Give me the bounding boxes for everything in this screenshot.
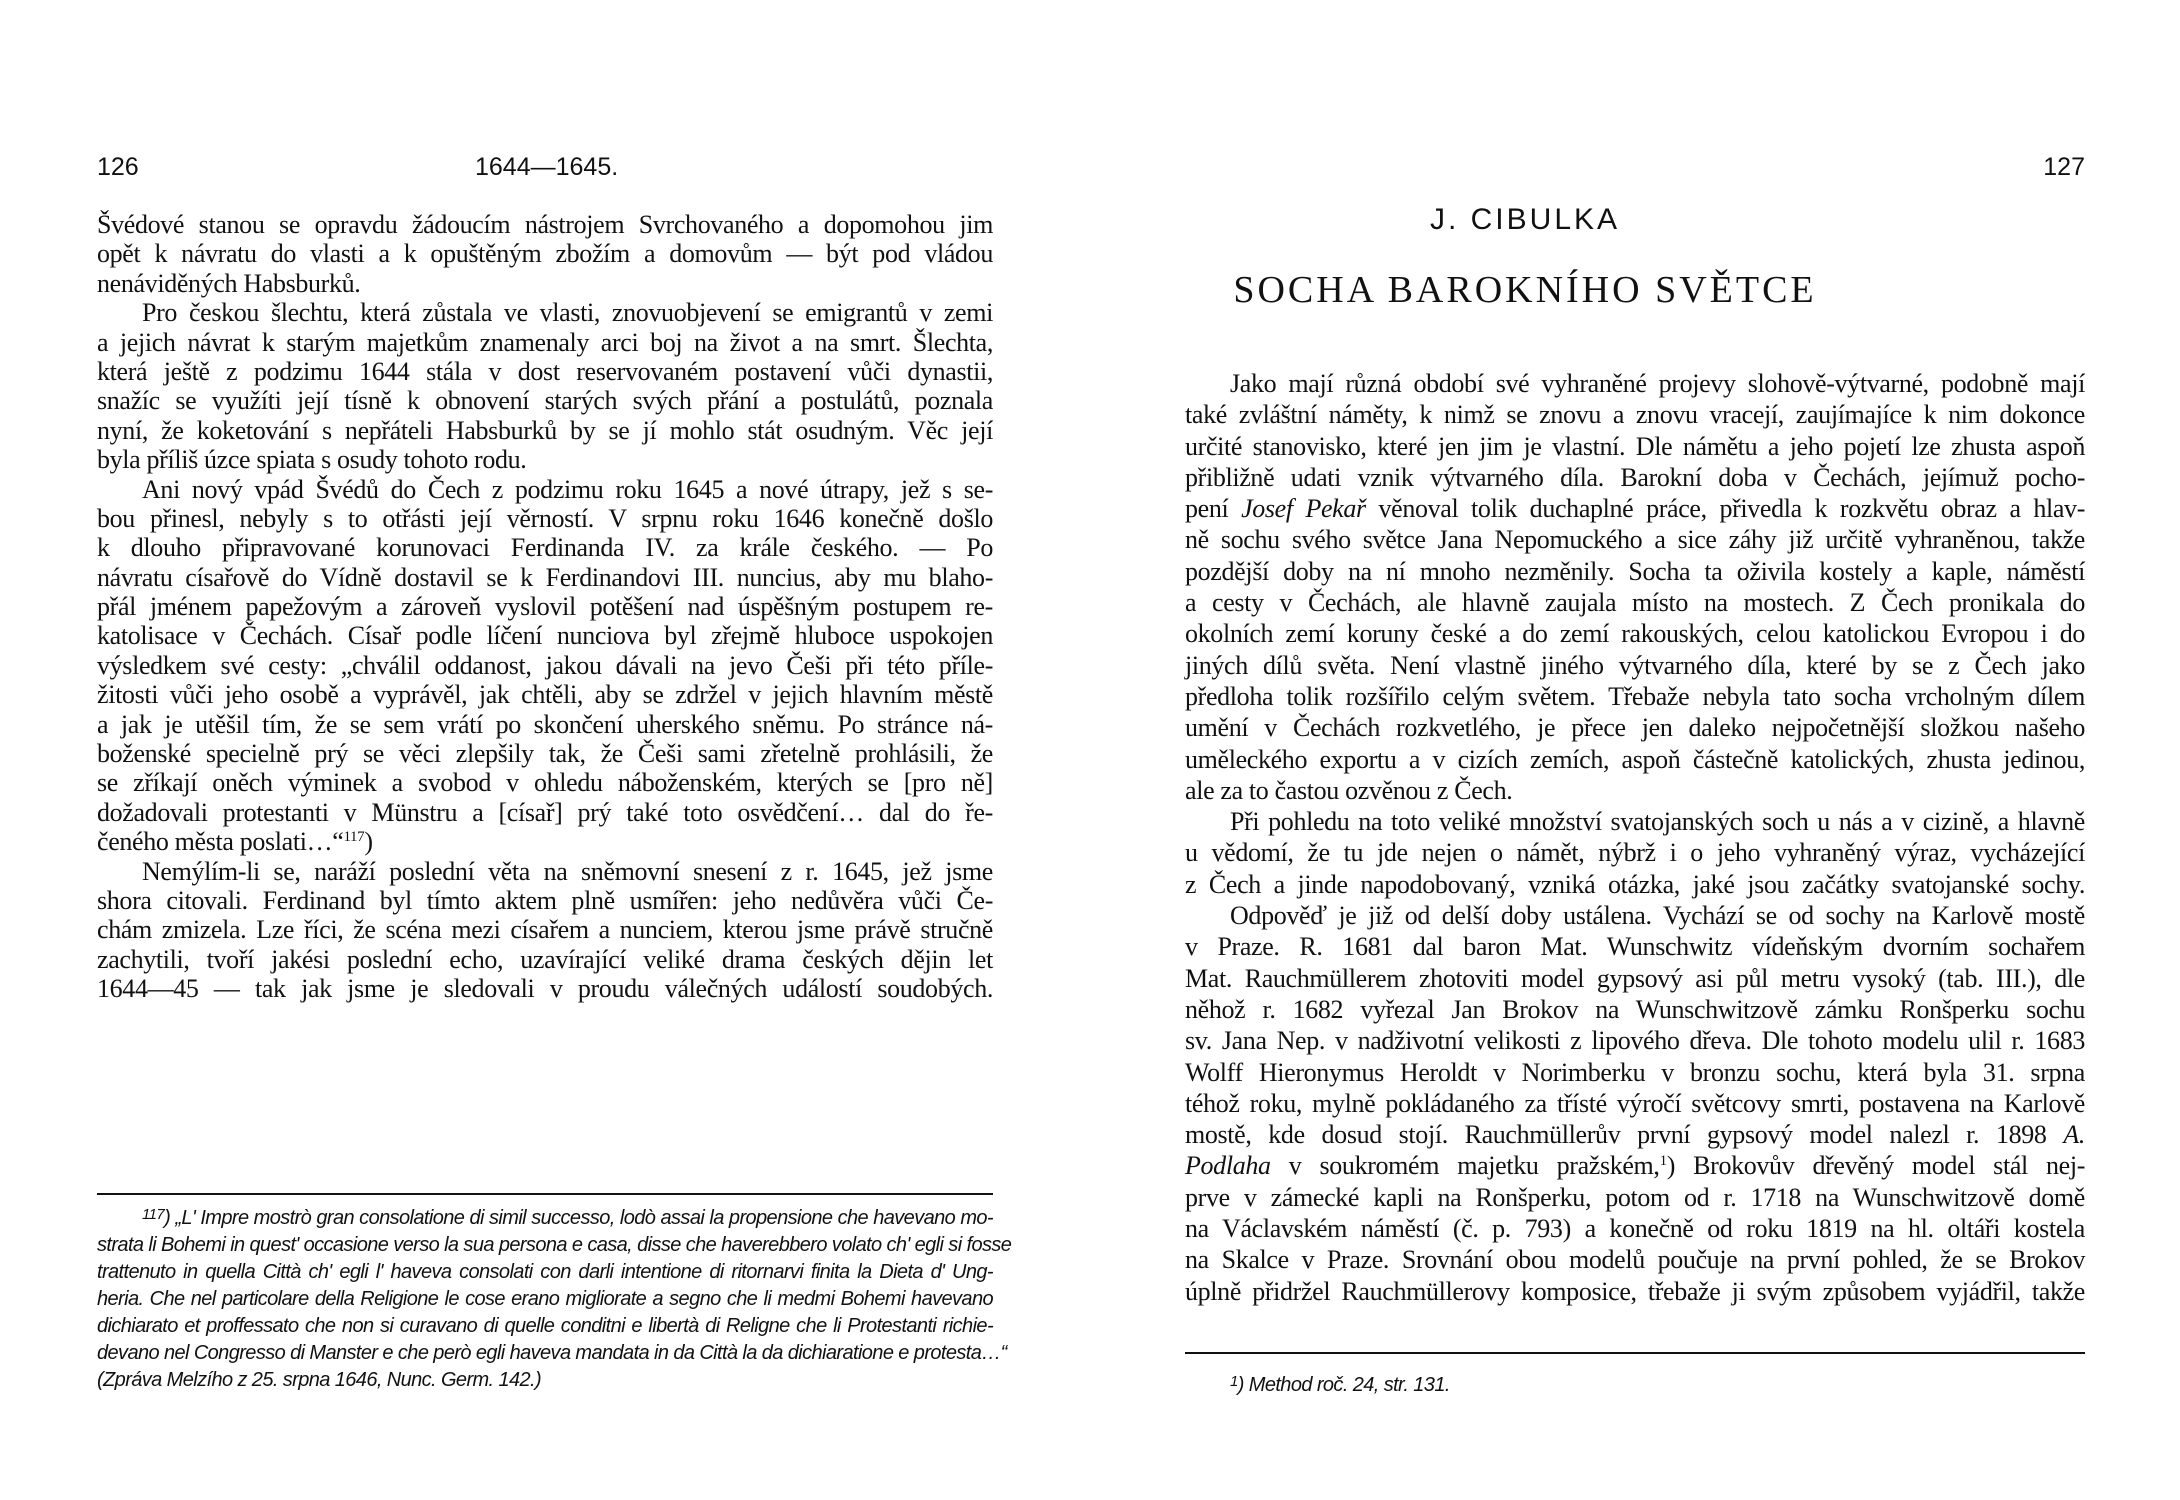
line-text: jiných dílů světa. Není vlastně jiného výtvarného díla, které by se z Čech jako: [1185, 650, 2085, 680]
line-text: dichiarato et proffessato che non si curavano di quelle conditni e libertà di Religne che li Protestanti richie-: [97, 1315, 993, 1337]
line-text: bou přinesl, nebyly s to otřásti její věrností. V srpnu roku 1646 konečně došlo: [97, 503, 993, 533]
text-line: [97, 1205, 993, 1232]
text-line: [97, 475, 993, 504]
text-line: [97, 1286, 993, 1313]
italic-name: Josef Pekař: [1241, 494, 1366, 524]
line-text: v Praze. R. 1681 dal baron Mat. Wunschwitz vídeňským dvorním sochařem: [1185, 932, 2085, 962]
text-line: [97, 504, 993, 533]
text-line: [1185, 1182, 2085, 1213]
line-text: výsledkem své cesty: „chválil oddanost, jakou dávali na jevo Češi při této příle-: [97, 650, 993, 680]
text-line: [1185, 1276, 2085, 1307]
line-text: se zříkají oněch výminek a svobod v ohledu náboženském, kterých se [pro ně]: [97, 768, 993, 798]
text-line: [1185, 1150, 2085, 1181]
footnote-ref[interactable]: 117: [343, 829, 365, 846]
text-line: [97, 533, 993, 562]
line-text: Švédové stanou se opravdu žádoucím nástrojem Svrchovaného a dopomohou jim: [97, 210, 993, 239]
line-text: umění v Čechách rozkvetlého, je přece jen daleko nejpočetnější složkou našeho: [1185, 713, 2085, 743]
text-line: [97, 651, 993, 680]
text-line: [97, 269, 993, 298]
line-text: devano nel Congresso di Manster e che però egli haveva mandata in da Città la da dichiaratione e protesta…“: [97, 1342, 1007, 1364]
page-number-right: 127: [2043, 153, 2085, 181]
text-line: [1185, 1213, 2085, 1244]
text-line: [1185, 493, 2085, 524]
left-body-text: [97, 210, 993, 1004]
line-text: Wolff Hieronymus Heroldt v Norimberku v bronzu sochu, která byla 31. srpna: [1185, 1057, 2085, 1087]
footnote-text: ) Method roč. 24, str. 131.: [1237, 1374, 1450, 1396]
article-title: SOCHA BAROKNÍHO SVĚTCE: [1233, 269, 1817, 311]
line-text: sv. Jana Nep. v nadživotní velikosti z lipového dřeva. Dle tohoto modelu ulil r. 1683: [1185, 1026, 2085, 1056]
text-line: [97, 1259, 993, 1286]
line-text: a jak je utěšil tím, že se sem vrátí po skončení uherského sněmu. Po stránce ná-: [97, 709, 993, 739]
text-line: [97, 827, 993, 856]
line-text: určité stanovisko, které jen jim je vlastní. Dle námětu a jeho pojetí lze zhusta aspoň: [1185, 431, 2085, 461]
text-line: [97, 768, 993, 797]
line-text: z Čech a jinde napodobovaný, vzniká otázka, jaké jsou začátky svatojanské sochy.: [1185, 869, 2085, 899]
line-text: Při pohledu na toto veliké množství svatojanských soch u nás a v cizině, a hlavně: [1230, 807, 2085, 837]
text-line: [97, 239, 993, 268]
line-text: téhož roku, mylně pokládaného za třísté výročí světcovy smrti, postavena na Karlově: [1185, 1088, 2085, 1118]
text-line: [1185, 462, 2085, 493]
right-footnote: [1185, 1372, 2085, 1399]
running-head: 1644—1645.: [475, 153, 619, 181]
line-text: (Zpráva Melzího z 25. srpna 1646, Nunc. Germ. 142.): [97, 1369, 542, 1391]
text-line: [97, 621, 993, 650]
line-text: čeného města poslati…“: [97, 827, 344, 857]
line-text: a jejich návrat k starým majetkům znamenaly arci boj na život a na smrt. Šlechta,: [97, 327, 993, 357]
text-line: [1185, 1119, 2085, 1150]
line-text: pení: [1185, 494, 1242, 524]
line-text: věnoval tolik duchaplné práce, přivedla k rozkvětu obraz a hlav-: [1365, 494, 2086, 524]
text-line: [1185, 556, 2085, 587]
footnote-marker: 117: [142, 1206, 165, 1223]
text-line: [97, 445, 993, 474]
line-text: opět k návratu do vlasti a k opuštěným zbožím a domovům — být pod vládou: [97, 239, 993, 269]
text-line: [1185, 618, 2085, 649]
article-author: J. CIBULKA: [1429, 203, 1621, 236]
text-line: [97, 386, 993, 415]
footnote-marker: 1: [1230, 1373, 1238, 1390]
footnote-line: [1185, 1372, 2085, 1399]
text-line: [97, 945, 993, 974]
line-text: nyní, že koketování s nepřáteli Habsburků by se jí mohlo stát osudným. Věc její: [97, 415, 993, 445]
right-body-text: [1185, 368, 2085, 1307]
text-line: [97, 298, 993, 327]
text-line: [1185, 994, 2085, 1025]
line-text: trattenuto in quella Città ch' egli l' haveva consolati con darli intentione di ritornarvi finita la Dieta d' Ung-: [97, 1261, 993, 1283]
left-footnote: [97, 1205, 1012, 1394]
text-line: [97, 1340, 1007, 1367]
line-text: Ani nový vpád Švédů do Čech z podzimu roku 1645 a nové útrapy, jež s se-: [142, 474, 993, 504]
text-line: [97, 915, 993, 944]
text-line: [1185, 931, 2085, 962]
line-text: v soukromém majetku pražském,: [1270, 1151, 1660, 1181]
text-line: [1185, 681, 2085, 712]
line-text: chám zmizela. Lze říci, že scéna mezi císařem a nunciem, kterou jsme právě stručně: [97, 915, 993, 945]
line-text: Odpověď je již od delší doby ustálena. Vychází se od sochy na Karlově mostě: [1230, 901, 2085, 931]
text-line: [1185, 431, 2085, 462]
line-text: uměleckého exportu a v cizích zemích, aspoň částečně katolických, zhusta jedinou,: [1185, 744, 2085, 774]
line-text: katolisace v Čechách. Císař podle líčení nunciova byl zřejmě hluboce uspokojen: [97, 621, 993, 651]
text-line: [1185, 837, 2085, 868]
line-text: ): [364, 827, 373, 857]
line-text: ně sochu svého světce Jana Nepomuckého a sice záhy již určitě vyhraněnou, takže: [1185, 525, 2085, 555]
line-text: dožadovali protestanti v Münstru a [císař] prý také toto osvědčení… dal do ře-: [97, 797, 993, 827]
text-line: [97, 798, 993, 827]
line-text: Mat. Rauchmüllerem zhotoviti model gypsový asi půl metru vysoký (tab. III.), dle: [1185, 963, 2085, 993]
text-line: [1185, 368, 2085, 399]
text-line: [1185, 806, 2085, 837]
line-text: mostě, kde dosud stojí. Rauchmüllerův první gypsový model nalezl r. 1898: [1185, 1120, 2064, 1150]
line-text: Pro českou šlechtu, která zůstala ve vlasti, znovuobjevení se emigrantů v zemi: [142, 298, 993, 328]
line-text: byla příliš úzce spiata s osudy tohoto rodu.: [97, 445, 527, 475]
line-text: ) Brokovův dřevěný model stál nej-: [1666, 1151, 2086, 1181]
line-text: přibližně udati vznik výtvarného díla. Barokní doba v Čechách, jejímuž pocho-: [1185, 462, 2085, 492]
text-line: [1185, 524, 2085, 555]
text-line: [1185, 1057, 2085, 1088]
line-text: něhož r. 1682 vyřezal Jan Brokov na Wunschwitzově zámku Ronšperku sochu: [1185, 994, 2085, 1024]
text-line: [97, 357, 993, 386]
footnote-rule-left: [97, 1193, 993, 1195]
line-text: na Václavském náměstí (č. p. 793) a konečně od roku 1819 na hl. oltáři kostela: [1185, 1214, 2085, 1244]
line-text: okolních zemí koruny české a do zemí rakouských, celou katolickou Evropou i do: [1185, 619, 2085, 649]
line-text: nenáviděných Habsburků.: [97, 268, 361, 298]
line-text: ) „L' Impre mostrò gran consolatione di simil successo, lodò assai la propensione che havevano mo-: [164, 1207, 993, 1229]
text-line: [1185, 963, 2085, 994]
text-line: [1185, 399, 2085, 430]
text-line: [97, 416, 993, 445]
text-line: [1185, 900, 2085, 931]
text-line: [97, 563, 993, 592]
text-line: [97, 1367, 993, 1394]
text-line: [97, 1232, 1012, 1259]
line-text: boženské specielně prý se věci zlepšily tak, že Češi sami zřetelně prohlásili, že: [97, 739, 993, 769]
text-line: [1185, 650, 2085, 681]
text-line: [97, 1313, 993, 1340]
text-line: [1185, 587, 2085, 618]
text-line: [97, 739, 993, 768]
line-text: shora citovali. Ferdinand byl tímto aktem plně usmířen: jeho nedůvěra vůči Če-: [97, 885, 993, 915]
text-line: [1185, 775, 2085, 806]
italic-name: Podlaha: [1185, 1151, 1271, 1181]
footnote-rule-right: [1185, 1352, 2085, 1354]
line-text: heria. Che nel particolare della Religione le cose erano migliorate a segno che li medmi Bohemi havevano: [97, 1288, 993, 1310]
text-line: [1185, 869, 2085, 900]
line-text: a cesty v Čechách, ale hlavně zaujala místo na mostech. Z Čech pronikala do: [1185, 588, 2085, 618]
line-text: snažíc se využíti její tísně k obnovení starých svých přání a postulátů, poznala: [97, 386, 993, 416]
line-text: prve v zámecké kapli na Ronšperku, potom od r. 1718 na Wunschwitzově domě: [1185, 1182, 2085, 1212]
text-line: [1185, 1088, 2085, 1119]
text-line: [97, 886, 993, 915]
line-text: která ještě z podzimu 1644 stála v dost reservovaném postavení vůči dynastii,: [97, 356, 993, 386]
line-text: úplně přidržel Rauchmüllerovy komposice, třebaže ji svým způsobem vyjádřil, takže: [1185, 1276, 2085, 1306]
text-line: [97, 680, 993, 709]
text-line: [1185, 1025, 2085, 1056]
line-text: také zvláštní náměty, k nimž se znovu a znovu vracejí, zaujímajíce k nim dokonce: [1185, 400, 2085, 430]
line-text: ale za to častou ozvěnou z Čech.: [1185, 775, 1513, 805]
italic-name: A.: [2063, 1120, 2085, 1150]
text-line: [1185, 744, 2085, 775]
line-text: žitosti vůči jeho osobě a vyprávěl, jak chtěli, aby se zdržel v jejich hlavním městě: [97, 680, 993, 710]
text-line: [1185, 1244, 2085, 1275]
line-text: strata li Bohemi in quest' occasione verso la sua persona e casa, disse che haverebbero volato ch' egli si fosse: [97, 1234, 1012, 1256]
line-text: návratu císařově do Vídně dostavil se k Ferdinandovi III. nuncius, aby mu blaho-: [97, 562, 993, 592]
line-text: 1644—45 — tak jak jsme je sledovali v proudu válečných událostí soudobých.: [97, 974, 993, 1004]
line-text: přál jménem papežovým a zároveň vyslovil potěšení nad úspěšným postupem re-: [97, 592, 993, 622]
line-text: předloha tolik rozšířilo celým světem. Třebaže nebyla tato socha vrcholným dílem: [1185, 681, 2085, 711]
line-text: pozdější doby na ní mnoho nezměnily. Socha ta oživila kostely a kaple, náměstí: [1185, 556, 2085, 586]
footnote-ref[interactable]: 1: [1659, 1153, 1667, 1170]
text-line: [97, 592, 993, 621]
line-text: zachytili, tvoří jakési poslední echo, uzavírající veliké drama českých dějin let: [97, 944, 993, 974]
line-text: k dlouho připravované korunovaci Ferdinanda IV. za krále českého. — Po: [97, 533, 993, 563]
text-line: [97, 857, 993, 886]
line-text: Nemýlím-li se, naráží poslední věta na sněmovní snesení z r. 1645, jež jsme: [142, 856, 993, 886]
text-line: [97, 328, 993, 357]
line-text: na Skalce v Praze. Srovnání obou modelů poučuje na první pohled, že se Brokov: [1185, 1245, 2085, 1275]
text-line: [97, 974, 993, 1003]
text-line: [97, 210, 993, 239]
line-text: Jako mají různá období své vyhraněné projevy slohově-výtvarné, podobně mají: [1230, 369, 2085, 398]
text-line: [97, 710, 993, 739]
text-line: [1185, 712, 2085, 743]
page-number-left: 126: [97, 153, 139, 181]
line-text: u vědomí, že tu jde nejen o námět, nýbrž i o jeho vyhraněný výraz, vycházející: [1185, 838, 2085, 868]
